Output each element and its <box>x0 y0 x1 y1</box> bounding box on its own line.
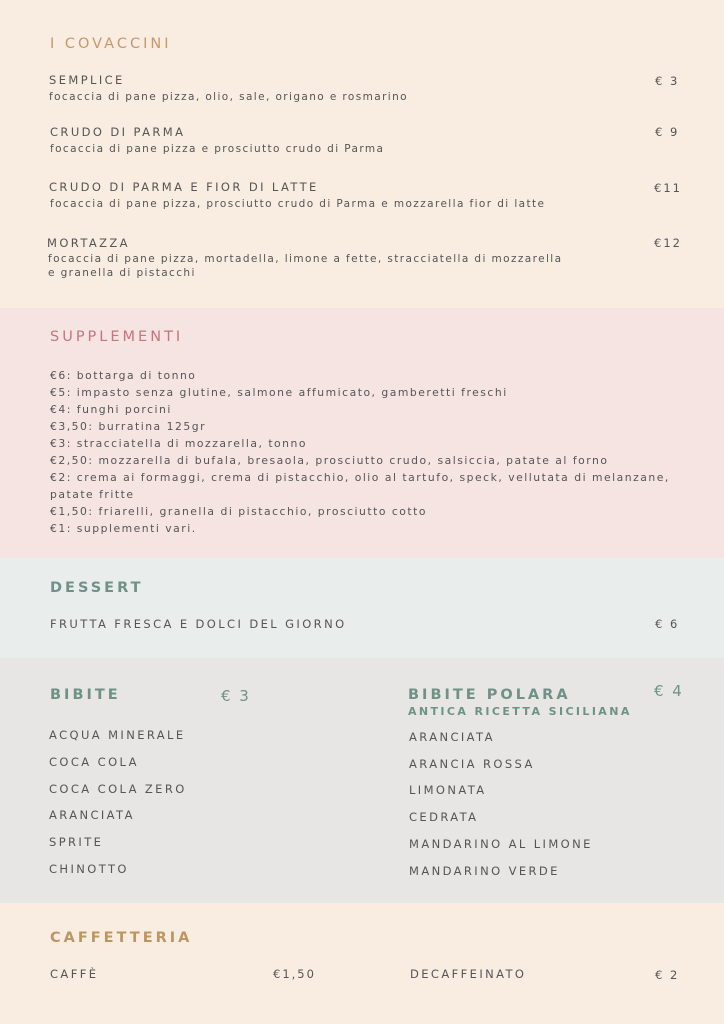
dessert-title: DESSERT <box>50 580 144 596</box>
supplement-line: €3,50: burratina 125gr <box>50 420 207 433</box>
menu-item-price: € 9 <box>655 125 680 139</box>
supplement-line: €5: impasto senza glutine, salmone affumicato, gamberetti freschi <box>50 386 508 399</box>
coffee-item: DECAFFEINATO <box>410 967 527 981</box>
supplement-line: €4: funghi porcini <box>50 403 172 416</box>
supplement-line: patate fritte <box>50 488 135 501</box>
drink-item: MANDARINO VERDE <box>409 864 560 878</box>
polara-price: € 4 <box>654 682 684 700</box>
drink-item: CHINOTTO <box>49 862 129 876</box>
caffetteria-section <box>0 903 724 1024</box>
menu-item-desc: focaccia di pane pizza, prosciutto crudo di Parma e mozzarella fior di latte <box>50 198 546 210</box>
drink-item: CEDRATA <box>409 810 479 824</box>
menu-item-name: SEMPLICE <box>49 73 125 87</box>
coffee-price: € 2 <box>655 968 680 982</box>
drink-item: SPRITE <box>49 835 104 849</box>
drink-item: ARANCIATA <box>49 808 135 822</box>
polara-title: BIBITE POLARA <box>408 687 571 703</box>
menu-item-desc: focaccia di pane pizza, olio, sale, origano e rosmarino <box>49 91 408 103</box>
supplement-line: €2,50: mozzarella di bufala, bresaola, prosciutto crudo, salsiccia, patate al forno <box>50 454 609 467</box>
supplement-line: €1: supplementi vari. <box>50 522 197 535</box>
dessert-price: € 6 <box>655 617 680 631</box>
menu-item-name: MORTAZZA <box>47 236 130 250</box>
drink-item: ACQUA MINERALE <box>49 728 186 742</box>
menu-item-name: CRUDO DI PARMA E FIOR DI LATTE <box>49 180 319 194</box>
dessert-section <box>0 558 724 658</box>
drink-item: LIMONATA <box>409 783 487 797</box>
coffee-item: CAFFÈ <box>50 967 99 981</box>
menu-item-desc-line2: e granella di pistacchi <box>48 267 196 279</box>
bibite-title: BIBITE <box>50 687 121 703</box>
polara-subtitle: ANTICA RICETTA SICILIANA <box>408 705 632 718</box>
supplement-line: €3: stracciatella di mozzarella, tonno <box>50 437 307 450</box>
menu-item-desc: focaccia di pane pizza e prosciutto crudo di Parma <box>50 143 385 155</box>
supplementi-list <box>50 367 670 537</box>
supplement-line: €1,50: friarelli, granella di pistacchio, prosciutto cotto <box>50 505 427 518</box>
coffee-price: €1,50 <box>273 967 316 981</box>
bibite-price: € 3 <box>221 687 251 705</box>
supplement-line: €6: bottarga di tonno <box>50 369 197 382</box>
menu-item-price: €11 <box>654 181 682 195</box>
menu-item-price: € 3 <box>655 74 680 88</box>
drink-item: ARANCIATA <box>409 730 495 744</box>
menu-item-price: €12 <box>654 236 682 250</box>
drink-item: ARANCIA ROSSA <box>409 757 535 771</box>
menu-item-name: CRUDO DI PARMA <box>50 125 186 139</box>
supplementi-title: SUPPLEMENTI <box>50 329 184 345</box>
dessert-item: FRUTTA FRESCA E DOLCI DEL GIORNO <box>50 617 347 631</box>
caffetteria-title: CAFFETTERIA <box>50 930 193 946</box>
supplement-line: €2: crema ai formaggi, crema di pistacchio, olio al tartufo, speck, vellutata di melanzane, <box>50 471 670 484</box>
drink-item: COCA COLA <box>49 755 139 769</box>
drink-item: COCA COLA ZERO <box>49 782 187 796</box>
menu-item-desc: focaccia di pane pizza, mortadella, limone a fette, stracciatella di mozzarella <box>48 253 563 265</box>
covaccini-title: I COVACCINI <box>50 36 172 52</box>
drink-item: MANDARINO AL LIMONE <box>409 837 593 851</box>
